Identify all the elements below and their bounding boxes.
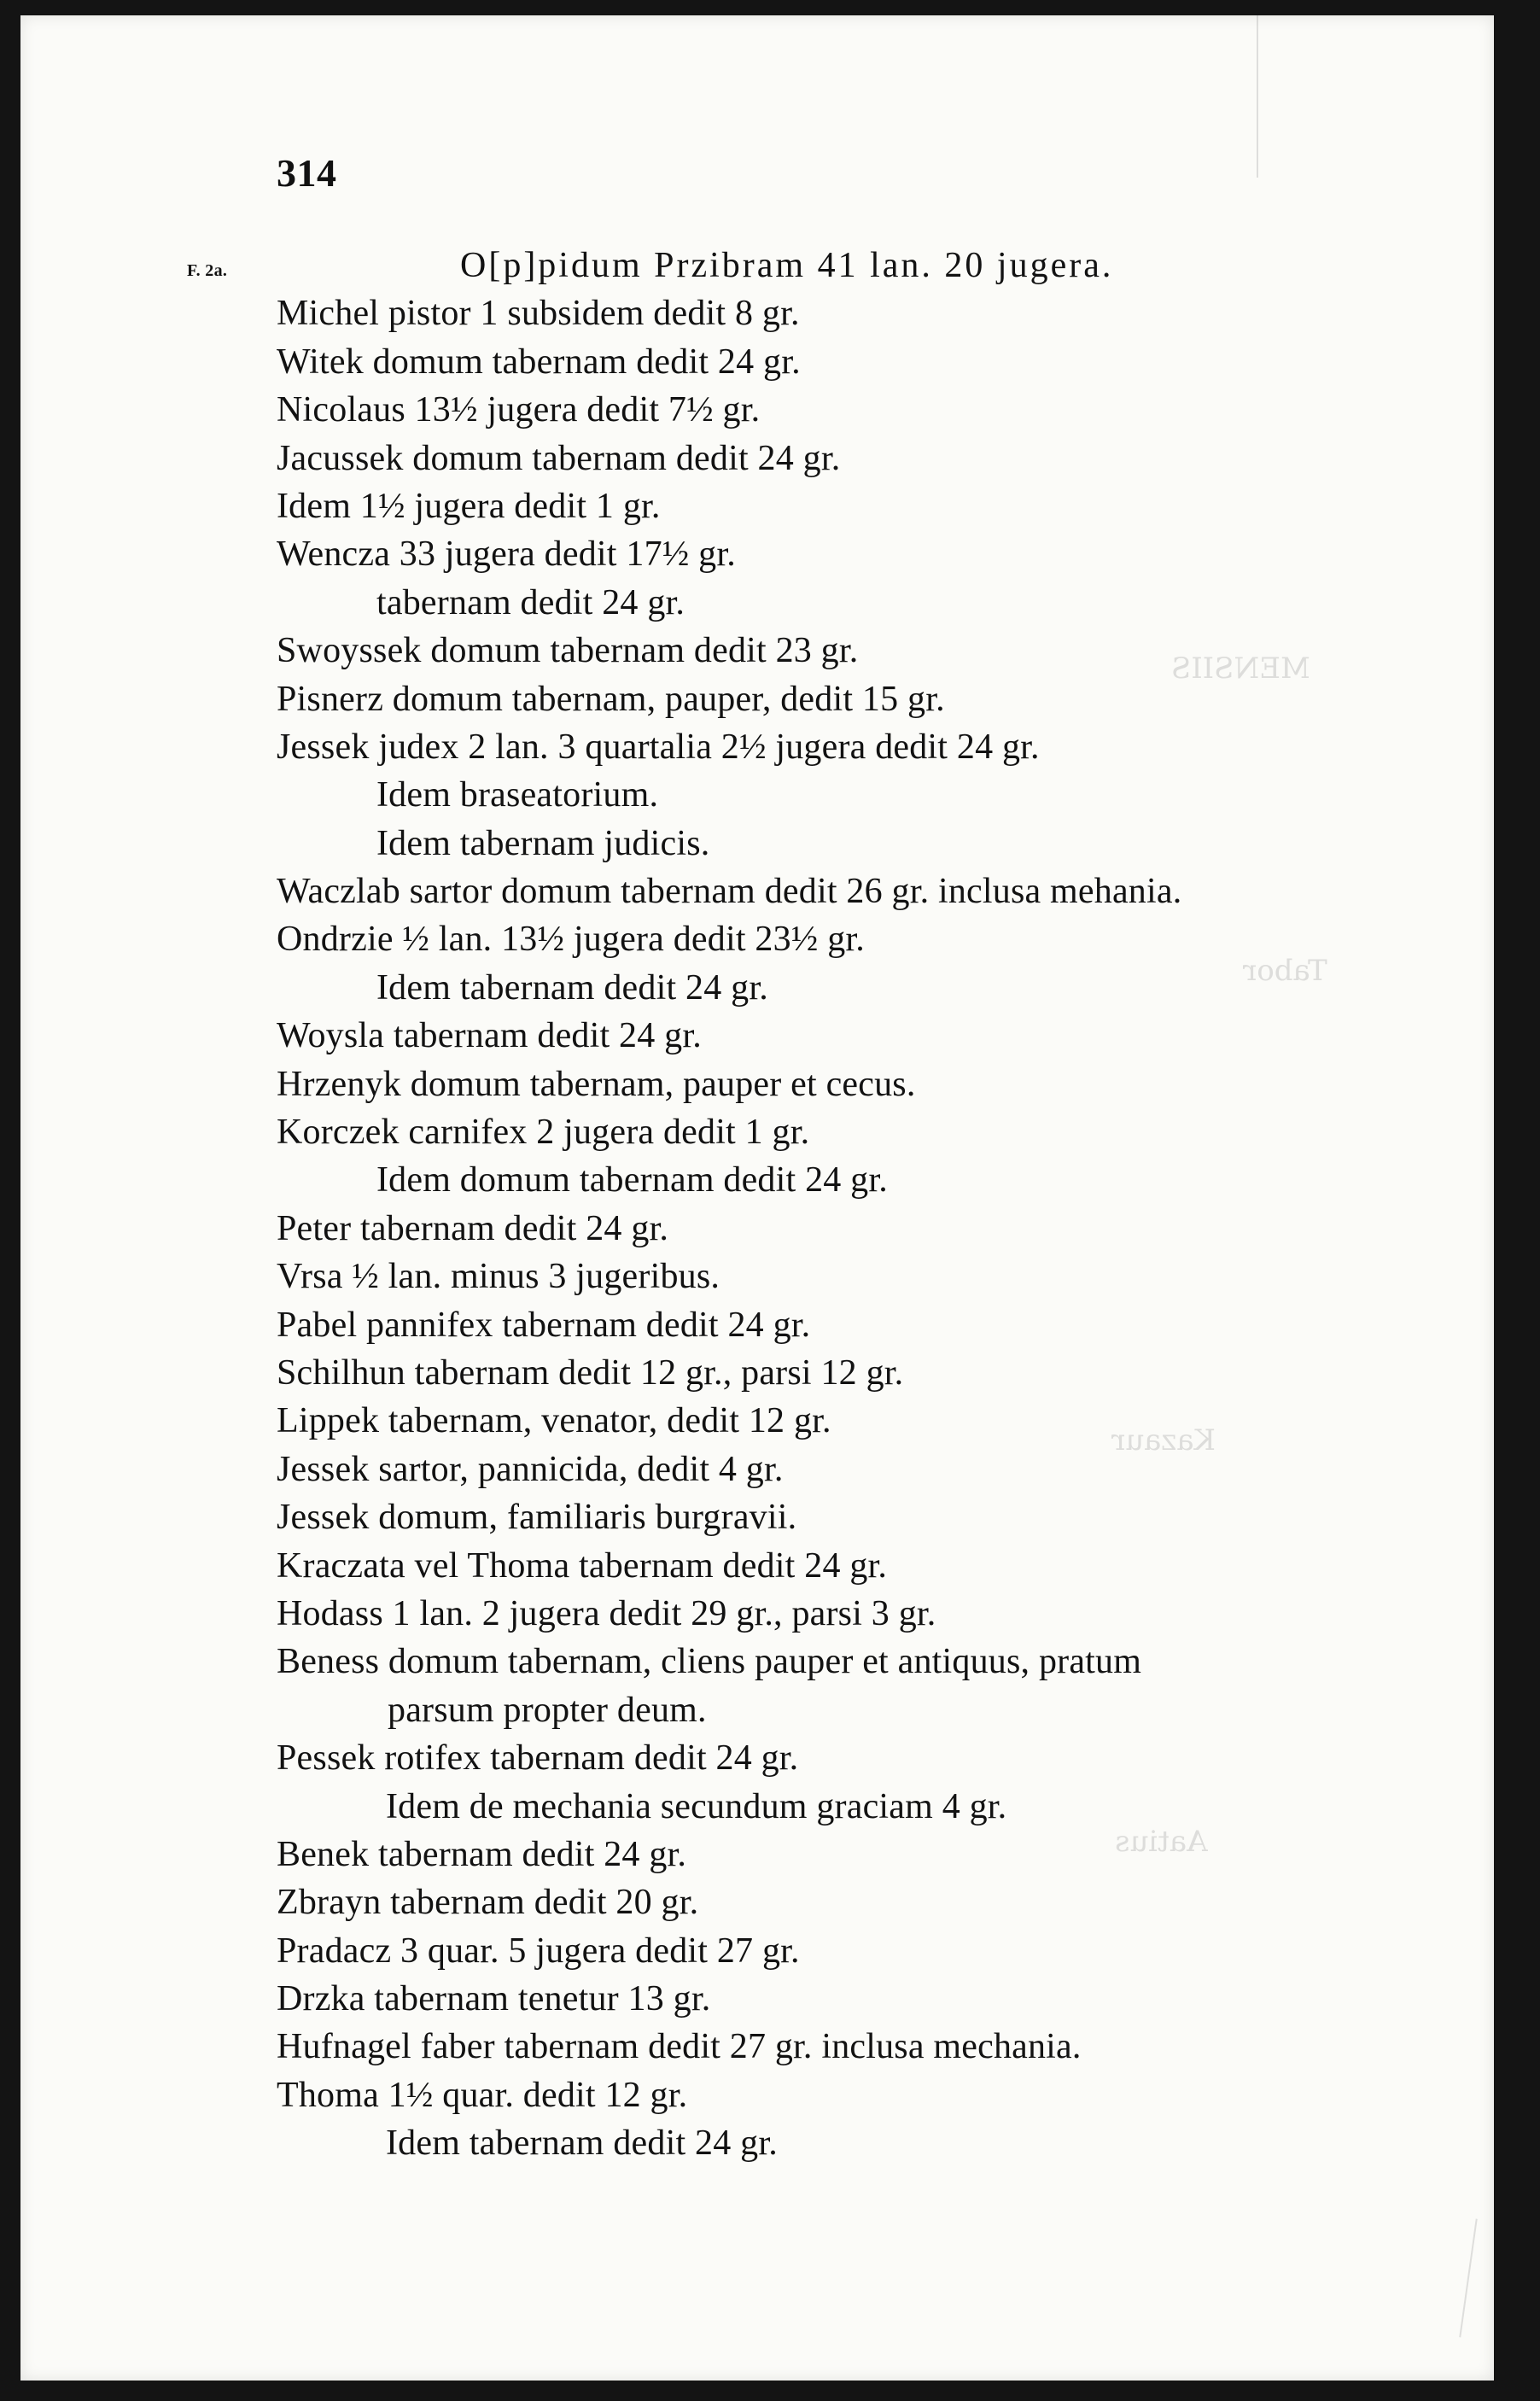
ledger-line: Pradacz 3 quar. 5 jugera dedit 27 gr. — [277, 1931, 800, 1971]
ledger-line: Idem domum tabernam dedit 24 gr. — [376, 1160, 888, 1200]
ledger-line: Swoyssek domum tabernam dedit 23 gr. — [277, 631, 859, 671]
document-page — [20, 15, 1494, 2381]
ledger-line: Idem 1½ jugera dedit 1 gr. — [277, 486, 661, 526]
ledger-line: Drzka tabernam tenetur 13 gr. — [277, 1979, 711, 2019]
ledger-line: Waczlab sartor domum tabernam dedit 26 gr. inclusa mehania. — [277, 872, 1182, 912]
ledger-text — [277, 242, 1472, 2168]
heading: O[p]pidum Przibram 41 lan. 20 jugera. — [460, 246, 1114, 285]
ledger-line: Zbrayn tabernam dedit 20 gr. — [277, 1883, 699, 1923]
marginal-note: F. 2a. — [187, 261, 228, 280]
ledger-line: Witek domum tabernam dedit 24 gr. — [277, 342, 801, 382]
ledger-line: Pessek rotifex tabernam dedit 24 gr. — [277, 1738, 799, 1779]
ledger-line: Jessek judex 2 lan. 3 quartalia 2½ jugera dedit 24 gr. — [277, 727, 1040, 767]
scan-mark — [1257, 15, 1258, 178]
ledger-line: Idem de mechania secundum graciam 4 gr. — [386, 1786, 1007, 1826]
ledger-line: Nicolaus 13½ jugera dedit 7½ gr. — [277, 390, 761, 430]
ledger-line: Hodass 1 lan. 2 jugera dedit 29 gr., parsi 3 gr. — [277, 1593, 936, 1633]
ledger-line: Idem braseatorium. — [376, 775, 659, 815]
ledger-line: Hrzenyk domum tabernam, pauper et cecus. — [277, 1064, 916, 1104]
ledger-line: Ondrzie ½ lan. 13½ jugera dedit 23½ gr. — [277, 920, 865, 960]
ledger-line: parsum propter deum. — [388, 1690, 707, 1730]
bleed-through-text: Kazaur — [1111, 1423, 1216, 1458]
ledger-line: Korczek carnifex 2 jugera dedit 1 gr. — [277, 1113, 810, 1153]
ledger-line: Vrsa ½ lan. minus 3 jugeribus. — [277, 1257, 720, 1297]
page-number: 314 — [277, 151, 337, 195]
bleed-through-text: MENSIIS — [1171, 651, 1310, 686]
ledger-line: Beness domum tabernam, cliens pauper et antiquus, pratum — [277, 1642, 1142, 1682]
ledger-line: Idem tabernam judicis. — [376, 823, 710, 863]
ledger-line: Hufnagel faber tabernam dedit 27 gr. inclusa mechania. — [277, 2027, 1082, 2067]
ledger-line: Woysla tabernam dedit 24 gr. — [277, 1016, 702, 1056]
ledger-line: Idem tabernam dedit 24 gr. — [386, 2124, 778, 2164]
scan-mark — [1459, 2219, 1477, 2338]
ledger-line: Jacussek domum tabernam dedit 24 gr. — [277, 438, 841, 478]
bleed-through-text: Aatius — [1115, 1825, 1208, 1859]
ledger-line: Wencza 33 jugera dedit 17½ gr. — [277, 535, 736, 575]
ledger-line: Pabel pannifex tabernam dedit 24 gr. — [277, 1305, 811, 1345]
ledger-line: Peter tabernam dedit 24 gr. — [277, 1208, 669, 1248]
ledger-line: Pisnerz domum tabernam, pauper, dedit 15 gr. — [277, 679, 945, 719]
ledger-line: Jessek sartor, pannicida, dedit 4 gr. — [277, 1449, 784, 1489]
ledger-line: Kraczata vel Thoma tabernam dedit 24 gr. — [277, 1545, 888, 1586]
ledger-line: Idem tabernam dedit 24 gr. — [376, 967, 768, 1008]
ledger-line: Michel pistor 1 subsidem dedit 8 gr. — [277, 294, 800, 334]
ledger-line: tabernam dedit 24 gr. — [376, 582, 685, 622]
ledger-line: Lippek tabernam, venator, dedit 12 gr. — [277, 1401, 831, 1441]
ledger-line: Schilhun tabernam dedit 12 gr., parsi 12 gr. — [277, 1352, 904, 1393]
ledger-line: Benek tabernam dedit 24 gr. — [277, 1834, 687, 1874]
ledger-line: Thoma 1½ quar. dedit 12 gr. — [277, 2075, 688, 2115]
ledger-line: Jessek domum, familiaris burgravii. — [277, 1498, 797, 1538]
bleed-through-text: Tabor — [1243, 954, 1327, 988]
